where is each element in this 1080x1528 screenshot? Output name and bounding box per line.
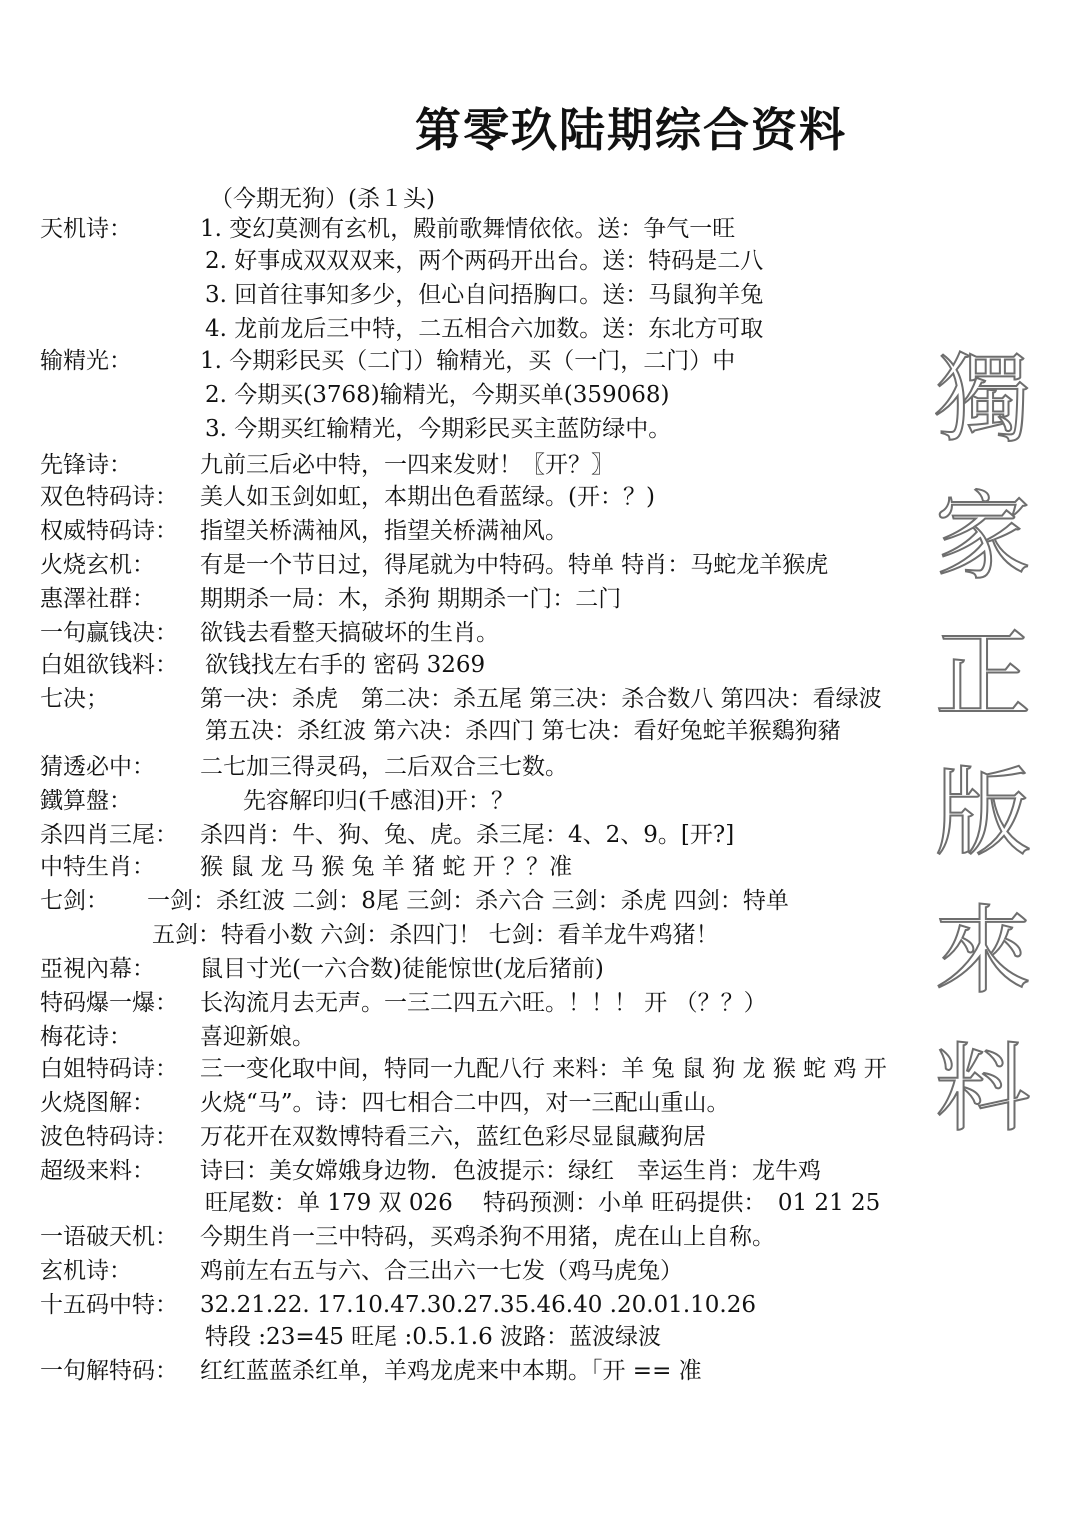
- row-label: 火烧玄机：: [40, 552, 155, 578]
- row-text: 九前三后必中特，一四来发财！〖开？〗: [200, 452, 614, 478]
- row-text: 鼠目寸光(一六合数)徒能惊世(龙后猪前): [200, 956, 604, 982]
- row-label: 一句解特码：: [40, 1358, 178, 1384]
- row-text: 火烧“马”。诗：四七相合二中四，对一三配山重山。: [200, 1090, 730, 1116]
- row-text: 杀四肖：牛、狗、兔、虎。杀三尾：4、2、9。[开?]: [200, 822, 735, 848]
- row-text: 红红蓝蓝杀红单，羊鸡龙虎来中本期。「开 == 准: [200, 1358, 702, 1384]
- page-title: 第零玖陆期综合资料: [415, 103, 847, 157]
- page-subtitle: （今期无狗）(杀１头): [210, 186, 435, 212]
- row-text: 期期杀一局：木，杀狗 期期杀一门：二门: [200, 586, 622, 612]
- row-text: 万花开在双数博特看三六，蓝红色彩尽显鼠藏狗居: [200, 1124, 706, 1150]
- row-label: 输精光：: [40, 348, 132, 374]
- row-label: 一句赢钱决：: [40, 620, 178, 646]
- row-text: 美人如玉剑如虹，本期出色看蓝绿。(开：？): [200, 484, 655, 510]
- watermark-char: 來: [935, 895, 1031, 1007]
- row-label: 中特生肖：: [40, 854, 155, 880]
- row-text: 诗曰：美女嫦娥身边物．色波提示：绿红 幸运生肖：龙牛鸡: [200, 1158, 821, 1184]
- row-label: 波色特码诗：: [40, 1124, 178, 1150]
- watermark-char: 家: [935, 481, 1031, 593]
- row-text: 一剑：杀红波 二剑：8尾 三剑：杀六合 三剑：杀虎 四剑：特单: [147, 888, 789, 914]
- row-label: 双色特码诗：: [40, 484, 178, 510]
- row-text: 长沟流月去无声。一三二四五六旺。！！！ 开 （？？）: [200, 990, 767, 1016]
- row-text: 先容解印归(千感泪)开：？: [243, 788, 514, 814]
- row-label: 七决；: [40, 686, 109, 712]
- row-text: 欲钱去看整天搞破坏的生肖。: [200, 620, 499, 646]
- row-label: 惠澤社群：: [40, 586, 155, 612]
- row-text: 欲钱找左右手的 密码 3269: [205, 652, 486, 678]
- row-text: 猴 鼠 龙 马 猴 兔 羊 猪 蛇 开 ？？准: [200, 854, 573, 880]
- row-text: 今期生肖一三中特码，买鸡杀狗不用猪，虎在山上自称。: [200, 1224, 775, 1250]
- row-label: 杀四肖三尾：: [40, 822, 178, 848]
- row-label: 鐵算盤：: [40, 788, 132, 814]
- watermark-seal: [928, 330, 1038, 1158]
- row-label: 亞視內幕：: [40, 956, 155, 982]
- watermark-char: 版: [935, 757, 1031, 869]
- row-text: 三一变化取中间，特同一九配八行 来料：羊 兔 鼠 狗 龙 猴 蛇 鸡 开: [200, 1056, 887, 1082]
- row-text: 五剑：特看小数 六剑：杀四门！ 七剑：看羊龙牛鸡猪！: [152, 922, 719, 948]
- watermark-char: 正: [935, 619, 1031, 731]
- row-label: 猜透必中：: [40, 754, 155, 780]
- row-label: 一语破天机：: [40, 1224, 178, 1250]
- row-text: 第一决：杀虎 第二决：杀五尾 第三决：杀合数八 第四决：看绿波: [200, 686, 882, 712]
- row-label: 玄机诗：: [40, 1258, 132, 1284]
- row-text: 1. 变幻莫测有玄机，殿前歌舞情依依。送：争气一旺: [200, 216, 736, 242]
- row-label: 十五码中特：: [40, 1292, 178, 1318]
- row-label: 特码爆一爆：: [40, 990, 178, 1016]
- row-text: 32.21.22. 17.10.47.30.27.35.46.40 .20.01.10.26: [200, 1292, 756, 1318]
- row-text: 喜迎新娘。: [200, 1024, 315, 1050]
- row-label: 先锋诗：: [40, 452, 132, 478]
- row-text: 特段 :23=45 旺尾 :0.5.1.6 波路：蓝波绿波: [205, 1324, 662, 1350]
- row-text: 鸡前左右五与六、合三出六一七发（鸡马虎兔）: [200, 1258, 683, 1284]
- row-text: 第五决：杀红波 第六决：杀四门 第七决：看好兔蛇羊猴鷄狗豬: [205, 718, 841, 744]
- row-text: 4. 龙前龙后三中特，二五相合六加数。送：东北方可取: [205, 316, 764, 342]
- row-label: 权威特码诗：: [40, 518, 178, 544]
- row-label: 梅花诗：: [40, 1024, 132, 1050]
- row-label: 超级来料：: [40, 1158, 155, 1184]
- row-label: 白姐特码诗：: [40, 1056, 178, 1082]
- row-text: 3. 回首往事知多少，但心自问捂胸口。送：马鼠狗羊兔: [205, 282, 764, 308]
- row-label: 天机诗：: [40, 216, 132, 242]
- row-text: 2. 好事成双双双来，两个两码开出台。送：特码是二八: [205, 248, 764, 274]
- watermark-char: 料: [935, 1033, 1031, 1145]
- row-text: 有是一个节日过，得尾就为中特码。特单 特肖：马蛇龙羊猴虎: [200, 552, 829, 578]
- row-text: 二七加三得灵码，二后双合三七数。: [200, 754, 568, 780]
- row-text: 2. 今期买(3768)输精光，今期买单(359068): [205, 382, 670, 408]
- row-text: 旺尾数：单 179 双 026 特码预测：小单 旺码提供： 01 21 25: [205, 1190, 881, 1216]
- watermark-char: 獨: [935, 343, 1031, 455]
- row-text: 3. 今期买红输精光，今期彩民买主蓝防绿中。: [205, 416, 672, 442]
- row-text: 指望关桥满袖风，指望关桥满袖风。: [200, 518, 568, 544]
- row-label: 白姐欲钱料：: [40, 652, 178, 678]
- row-label: 火烧图解：: [40, 1090, 155, 1116]
- row-label: 七剑：: [40, 888, 109, 914]
- row-text: 1. 今期彩民买（二门）输精光，买（一门，二门）中: [200, 348, 736, 374]
